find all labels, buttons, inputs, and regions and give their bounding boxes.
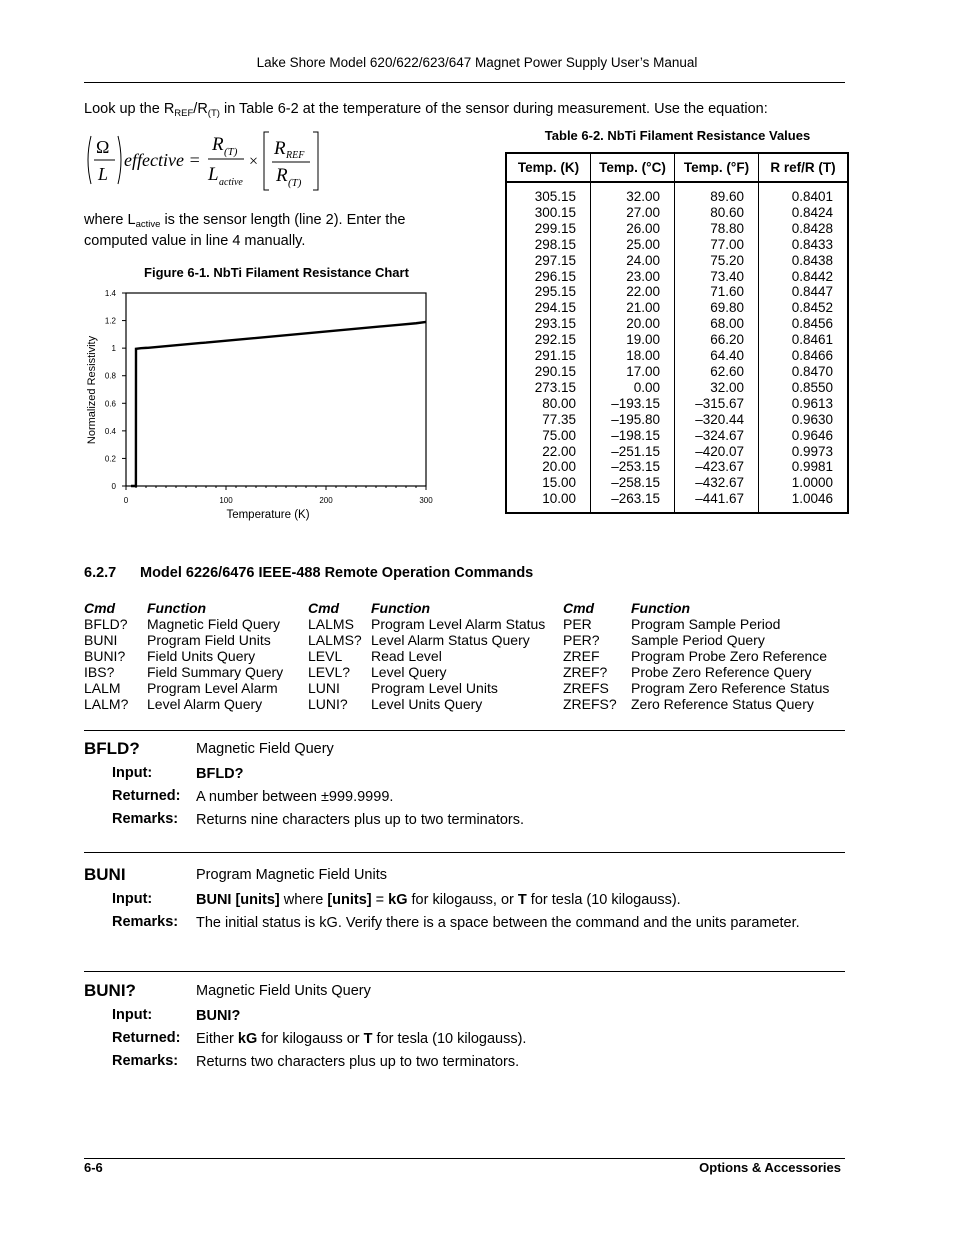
command-code: ZREF? bbox=[563, 664, 608, 680]
table-cell: 17.00 bbox=[591, 364, 675, 380]
table-cell: 71.60 bbox=[675, 284, 759, 300]
table-row bbox=[506, 269, 848, 285]
table-cell: 0.8424 bbox=[759, 205, 849, 221]
returned-value: Either kG for kilogauss or T for tesla (10 kilogauss). bbox=[196, 1031, 527, 1047]
table-cell: 1.0000 bbox=[759, 475, 849, 491]
table-cell: 69.80 bbox=[675, 300, 759, 316]
command-function: Program Level Alarm Status bbox=[371, 616, 546, 632]
table-cell: –315.67 bbox=[675, 396, 759, 412]
remarks-label: Remarks: bbox=[112, 811, 179, 827]
table-cell: 0.8401 bbox=[759, 182, 849, 205]
command-function: Level Units Query bbox=[371, 696, 483, 712]
column-header: Temp. (°C) bbox=[591, 153, 675, 182]
table-cell: 75.20 bbox=[675, 253, 759, 269]
table-cell: 15.00 bbox=[506, 475, 591, 491]
table-cell: –195.80 bbox=[591, 412, 675, 428]
table-row bbox=[506, 396, 848, 412]
table-cell: 66.20 bbox=[675, 332, 759, 348]
series-line bbox=[131, 322, 426, 486]
command-code: LALMS bbox=[308, 616, 354, 632]
table-cell: 290.15 bbox=[506, 364, 591, 380]
function-column-3: Function Program Sample Period Sample Period Query Program Probe Zero Reference Probe Zero Reference Query Program Zero Reference Status Zero Reference Status Query bbox=[631, 600, 830, 712]
page-header: Lake Shore Model 620/622/623/647 Magnet Power Supply User’s Manual bbox=[256, 55, 698, 70]
table-cell: 32.00 bbox=[591, 182, 675, 205]
table-cell: 78.80 bbox=[675, 221, 759, 237]
svg-text:R: R bbox=[276, 165, 288, 186]
command-function: Program Zero Reference Status bbox=[631, 680, 830, 696]
table-cell: 68.00 bbox=[675, 316, 759, 332]
table-row bbox=[506, 284, 848, 300]
svg-text:R: R bbox=[274, 138, 286, 159]
table-cell: 32.00 bbox=[675, 380, 759, 396]
command-function: Level Query bbox=[371, 664, 447, 680]
table-cell: 0.8438 bbox=[759, 253, 849, 269]
table-caption: Table 6-2. NbTi Filament Resistance Values bbox=[544, 128, 811, 143]
table-cell: 293.15 bbox=[506, 316, 591, 332]
input-value: BFLD? bbox=[196, 766, 244, 782]
command-function: Sample Period Query bbox=[631, 632, 765, 648]
table-cell: 296.15 bbox=[506, 269, 591, 285]
command-code: BFLD? bbox=[84, 616, 128, 632]
svg-text:R: R bbox=[212, 134, 224, 155]
table-cell: 23.00 bbox=[591, 269, 675, 285]
table-row bbox=[506, 182, 848, 205]
table-cell: –263.15 bbox=[591, 491, 675, 513]
command-column-1: Cmd BFLD? BUNI BUNI? IBS? LALM LALM? bbox=[84, 600, 129, 712]
table-cell: 300.15 bbox=[506, 205, 591, 221]
table-cell: –432.67 bbox=[675, 475, 759, 491]
svg-text:effective =: effective = bbox=[124, 150, 201, 170]
table-cell: 0.9646 bbox=[759, 428, 849, 444]
command-code: LALMS? bbox=[308, 632, 362, 648]
input-label: Input: bbox=[112, 891, 153, 907]
command-function: Magnetic Field Query bbox=[147, 616, 281, 632]
table-cell: 27.00 bbox=[591, 205, 675, 221]
function-column-1: Function Magnetic Field Query Program Field Units Field Units Query Field Summary Query Program Level Alarm Level Alarm Query bbox=[147, 600, 284, 712]
table-row bbox=[506, 444, 848, 460]
command-code: LEVL bbox=[308, 648, 343, 664]
table-cell: 294.15 bbox=[506, 300, 591, 316]
command-function: Field Summary Query bbox=[147, 664, 284, 680]
svg-text:active: active bbox=[219, 177, 243, 188]
command-code: BUNI bbox=[84, 632, 118, 648]
y-tick-label: 0.2 bbox=[104, 454, 116, 464]
svg-text:×: × bbox=[249, 153, 259, 170]
table-cell: 80.60 bbox=[675, 205, 759, 221]
table-cell: 22.00 bbox=[591, 284, 675, 300]
table-cell: 295.15 bbox=[506, 284, 591, 300]
table-cell: 0.9613 bbox=[759, 396, 849, 412]
page-number: 6-6 bbox=[84, 1160, 103, 1175]
command-name: BUNI bbox=[84, 865, 126, 884]
table-cell: 0.8442 bbox=[759, 269, 849, 285]
table-cell: 75.00 bbox=[506, 428, 591, 444]
command-function: Zero Reference Status Query bbox=[631, 696, 814, 712]
table-row bbox=[506, 412, 848, 428]
resistance-table bbox=[505, 152, 849, 514]
table-row bbox=[506, 380, 848, 396]
table-cell: 62.60 bbox=[675, 364, 759, 380]
where-text: where $L_{active}$ is the sensor length (line 2). Enter the computed value in line 4 manually. bbox=[84, 212, 406, 249]
command-code: IBS? bbox=[84, 664, 115, 680]
y-tick-label: 0.8 bbox=[104, 371, 116, 381]
table-row bbox=[506, 364, 848, 380]
command-code: LALM? bbox=[84, 696, 129, 712]
svg-text:L: L bbox=[98, 164, 109, 184]
table-cell: 297.15 bbox=[506, 253, 591, 269]
table-cell: 0.9981 bbox=[759, 459, 849, 475]
command-code: ZREFS? bbox=[563, 696, 617, 712]
table-cell: –441.67 bbox=[675, 491, 759, 513]
table-cell: 80.00 bbox=[506, 396, 591, 412]
command-function: Program Field Units bbox=[147, 632, 271, 648]
returned-value: A number between ±999.9999. bbox=[196, 789, 394, 805]
command-function: Level Alarm Status Query bbox=[371, 632, 530, 648]
command-code: PER bbox=[563, 616, 592, 632]
returned-label: Returned: bbox=[112, 788, 181, 804]
table-row bbox=[506, 348, 848, 364]
command-code: BUNI? bbox=[84, 648, 126, 664]
command-description: Program Magnetic Field Units bbox=[196, 867, 387, 883]
table-cell: 0.8428 bbox=[759, 221, 849, 237]
table-cell: –253.15 bbox=[591, 459, 675, 475]
command-function: Program Sample Period bbox=[631, 616, 781, 632]
y-axis-label: Normalized Resistivity bbox=[86, 335, 98, 445]
table-cell: –420.07 bbox=[675, 444, 759, 460]
remarks-value: The initial status is kG. Verify there is a space between the command and the units parameter. bbox=[196, 915, 800, 931]
command-code: ZREF bbox=[563, 648, 600, 664]
table-cell: –423.67 bbox=[675, 459, 759, 475]
table-cell: 73.40 bbox=[675, 269, 759, 285]
footer-rule bbox=[84, 1158, 845, 1159]
divider bbox=[84, 852, 845, 853]
input-label: Input: bbox=[112, 765, 153, 781]
svg-text:L: L bbox=[208, 164, 219, 185]
command-code: LUNI? bbox=[308, 696, 348, 712]
table-cell: 0.8456 bbox=[759, 316, 849, 332]
table-cell: –193.15 bbox=[591, 396, 675, 412]
svg-text:REF: REF bbox=[286, 150, 305, 161]
table-cell: 20.00 bbox=[506, 459, 591, 475]
table-cell: 292.15 bbox=[506, 332, 591, 348]
table-cell: 0.9630 bbox=[759, 412, 849, 428]
y-tick-label: 0.4 bbox=[104, 426, 116, 436]
table-cell: 0.8550 bbox=[759, 380, 849, 396]
table-cell: 26.00 bbox=[591, 221, 675, 237]
command-function: Program Level Units bbox=[371, 680, 498, 696]
table-cell: 299.15 bbox=[506, 221, 591, 237]
divider bbox=[84, 971, 845, 972]
table-cell: 10.00 bbox=[506, 491, 591, 513]
command-code: LEVL? bbox=[308, 664, 351, 680]
table-cell: 77.00 bbox=[675, 237, 759, 253]
svg-text:Ω: Ω bbox=[96, 137, 110, 157]
remarks-label: Remarks: bbox=[112, 1053, 179, 1069]
table-cell: 305.15 bbox=[506, 182, 591, 205]
command-column-3: Cmd PER PER? ZREF ZREF? ZREFS ZREFS? bbox=[563, 600, 617, 712]
table-cell: –198.15 bbox=[591, 428, 675, 444]
table-row bbox=[506, 491, 848, 513]
remarks-value: Returns nine characters plus up to two terminators. bbox=[196, 812, 525, 828]
x-tick-label: 300 bbox=[419, 496, 433, 505]
figure-caption: Figure 6-1. NbTi Filament Resistance Chart bbox=[144, 265, 409, 280]
table-cell: 89.60 bbox=[675, 182, 759, 205]
svg-text:(T): (T) bbox=[288, 177, 302, 189]
x-tick-label: 200 bbox=[319, 496, 333, 505]
table-cell: 0.8452 bbox=[759, 300, 849, 316]
command-function: Read Level bbox=[371, 648, 442, 664]
table-cell: 24.00 bbox=[591, 253, 675, 269]
command-name: BUNI? bbox=[84, 981, 136, 1000]
table-cell: 0.00 bbox=[591, 380, 675, 396]
command-column-2: Cmd LALMS LALMS? LEVL LEVL? LUNI LUNI? bbox=[308, 600, 362, 712]
table-row bbox=[506, 428, 848, 444]
table-cell: 20.00 bbox=[591, 316, 675, 332]
command-code: LALM bbox=[84, 680, 121, 696]
table-cell: 22.00 bbox=[506, 444, 591, 460]
table-cell: 1.0046 bbox=[759, 491, 849, 513]
table-row bbox=[506, 459, 848, 475]
command-code: ZREFS bbox=[563, 680, 609, 696]
input-label: Input: bbox=[112, 1007, 153, 1023]
table-cell: 64.40 bbox=[675, 348, 759, 364]
input-value: BUNI [units] where [units] = kG for kilogauss, or T for tesla (10 kilogauss). bbox=[196, 892, 681, 908]
table-cell: 0.8466 bbox=[759, 348, 849, 364]
table-cell: 291.15 bbox=[506, 348, 591, 364]
table-row bbox=[506, 316, 848, 332]
table-cell: 19.00 bbox=[591, 332, 675, 348]
table-cell: 0.8447 bbox=[759, 284, 849, 300]
command-function: Probe Zero Reference Query bbox=[631, 664, 812, 680]
footer-section: Options & Accessories bbox=[699, 1160, 841, 1175]
plot-frame bbox=[126, 293, 426, 486]
table-cell: 18.00 bbox=[591, 348, 675, 364]
returned-label: Returned: bbox=[112, 1030, 181, 1046]
effective-resistance-equation bbox=[84, 128, 324, 196]
command-function: Program Probe Zero Reference bbox=[631, 648, 828, 664]
table-cell: –258.15 bbox=[591, 475, 675, 491]
table-row bbox=[506, 237, 848, 253]
column-header: Temp. (°F) bbox=[675, 153, 759, 182]
divider bbox=[84, 730, 845, 731]
command-function: Level Alarm Query bbox=[147, 696, 263, 712]
command-description: Magnetic Field Query bbox=[196, 741, 334, 757]
command-name: BFLD? bbox=[84, 739, 140, 758]
x-tick-label: 0 bbox=[123, 496, 129, 505]
command-function: Program Level Alarm bbox=[147, 680, 278, 696]
function-column-2: Function Program Level Alarm Status Level Alarm Status Query Read Level Level Query Program Level Units Level Units Query bbox=[371, 600, 546, 712]
column-header: R ref/R (T) bbox=[759, 153, 849, 182]
table-row bbox=[506, 332, 848, 348]
y-tick-label: 0 bbox=[111, 482, 116, 491]
input-value: BUNI? bbox=[196, 1008, 241, 1024]
column-header: Temp. (K) bbox=[506, 153, 591, 182]
table-row bbox=[506, 253, 848, 269]
table-cell: –251.15 bbox=[591, 444, 675, 460]
table-row bbox=[506, 475, 848, 491]
y-tick-label: 1.4 bbox=[104, 289, 116, 298]
section-heading: 6.2.7 Model 6226/6476 IEEE-488 Remote Operation Commands bbox=[84, 565, 534, 581]
table-cell: –320.44 bbox=[675, 412, 759, 428]
table-cell: 0.9973 bbox=[759, 444, 849, 460]
y-tick-label: 1.2 bbox=[104, 316, 116, 326]
y-tick-label: 1 bbox=[111, 344, 116, 354]
y-tick-label: 0.6 bbox=[104, 399, 116, 409]
svg-text:(T): (T) bbox=[224, 146, 238, 158]
intro-text: Look up the $R_{REF}/R_{(T)}$ in Table 6-2 at the temperature of the sensor during measurement. Use the equation: bbox=[84, 101, 768, 119]
table-cell: 77.35 bbox=[506, 412, 591, 428]
remarks-value: Returns two characters plus up to two terminators. bbox=[196, 1054, 520, 1070]
table-cell: 298.15 bbox=[506, 237, 591, 253]
command-description: Magnetic Field Units Query bbox=[196, 983, 371, 999]
table-row bbox=[506, 205, 848, 221]
table-cell: –324.67 bbox=[675, 428, 759, 444]
table-row bbox=[506, 300, 848, 316]
command-code: LUNI bbox=[308, 680, 340, 696]
table-cell: 0.8470 bbox=[759, 364, 849, 380]
command-code: PER? bbox=[563, 632, 600, 648]
resistance-chart bbox=[80, 285, 440, 525]
table-cell: 25.00 bbox=[591, 237, 675, 253]
remarks-label: Remarks: bbox=[112, 914, 179, 930]
command-function: Field Units Query bbox=[147, 648, 256, 664]
table-row bbox=[506, 221, 848, 237]
header-rule bbox=[84, 82, 845, 83]
table-cell: 0.8433 bbox=[759, 237, 849, 253]
table-cell: 273.15 bbox=[506, 380, 591, 396]
table-cell: 0.8461 bbox=[759, 332, 849, 348]
x-axis-label: Temperature (K) bbox=[226, 509, 310, 521]
x-tick-label: 100 bbox=[219, 496, 233, 505]
table-cell: 21.00 bbox=[591, 300, 675, 316]
